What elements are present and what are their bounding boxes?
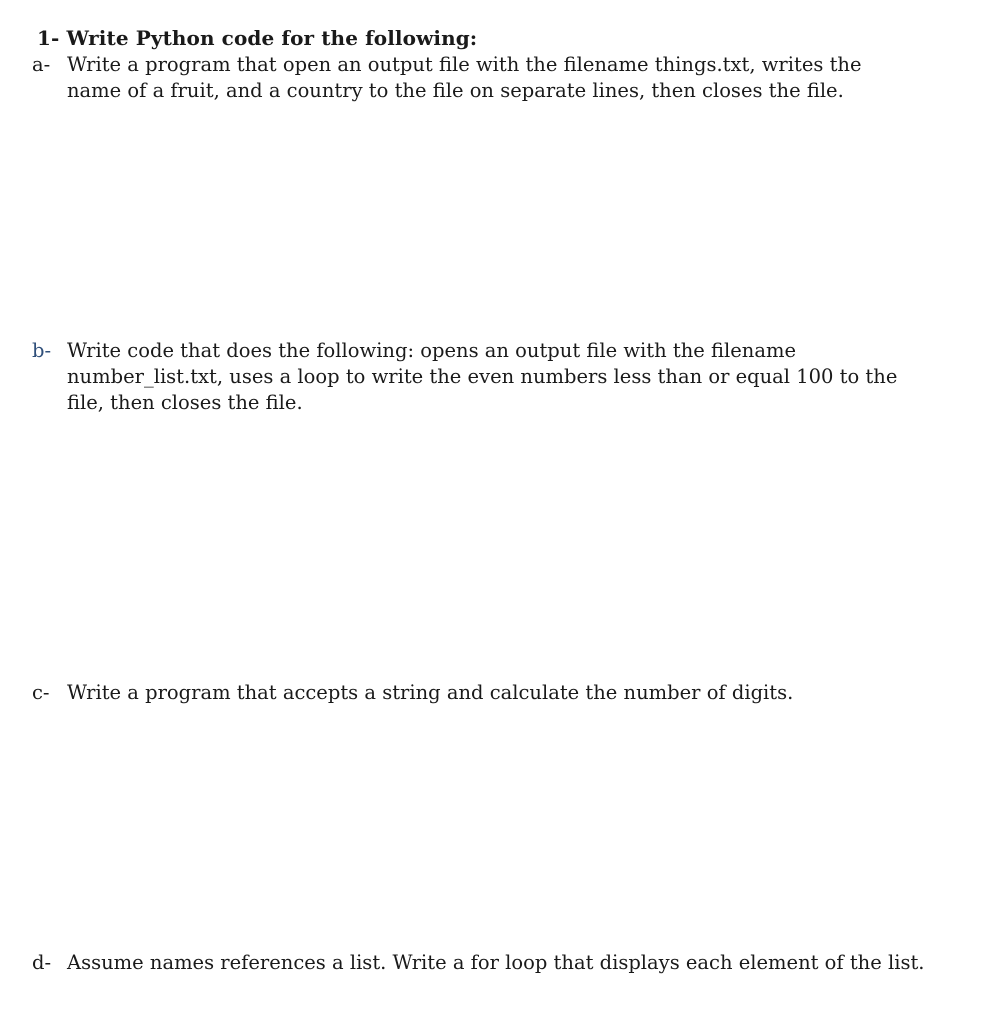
question-label: a- xyxy=(32,53,51,76)
question-label: c- xyxy=(32,681,50,704)
question-line: file, then closes the file. xyxy=(67,391,303,414)
question-text xyxy=(67,52,917,104)
question-text xyxy=(67,338,917,416)
question-text xyxy=(67,680,917,706)
question-line: Write a program that accepts a string and calculate the number of digits. xyxy=(67,681,794,704)
question-line: name of a fruit, and a country to the file on separate lines, then closes the file. xyxy=(67,79,844,102)
section-heading: 1- Write Python code for the following: xyxy=(37,26,478,50)
question-text xyxy=(67,950,925,976)
question-line: number_list.txt, uses a loop to write the even numbers less than or equal 100 to the xyxy=(67,365,898,388)
question-label: b- xyxy=(32,339,52,362)
question-line: Assume names references a list. Write a for loop that displays each element of the list. xyxy=(67,951,925,974)
question-line: Write code that does the following: opens an output file with the filename xyxy=(67,339,797,362)
question-label: d- xyxy=(32,951,52,974)
question-line: Write a program that open an output file with the filename things.txt, writes the xyxy=(67,53,862,76)
